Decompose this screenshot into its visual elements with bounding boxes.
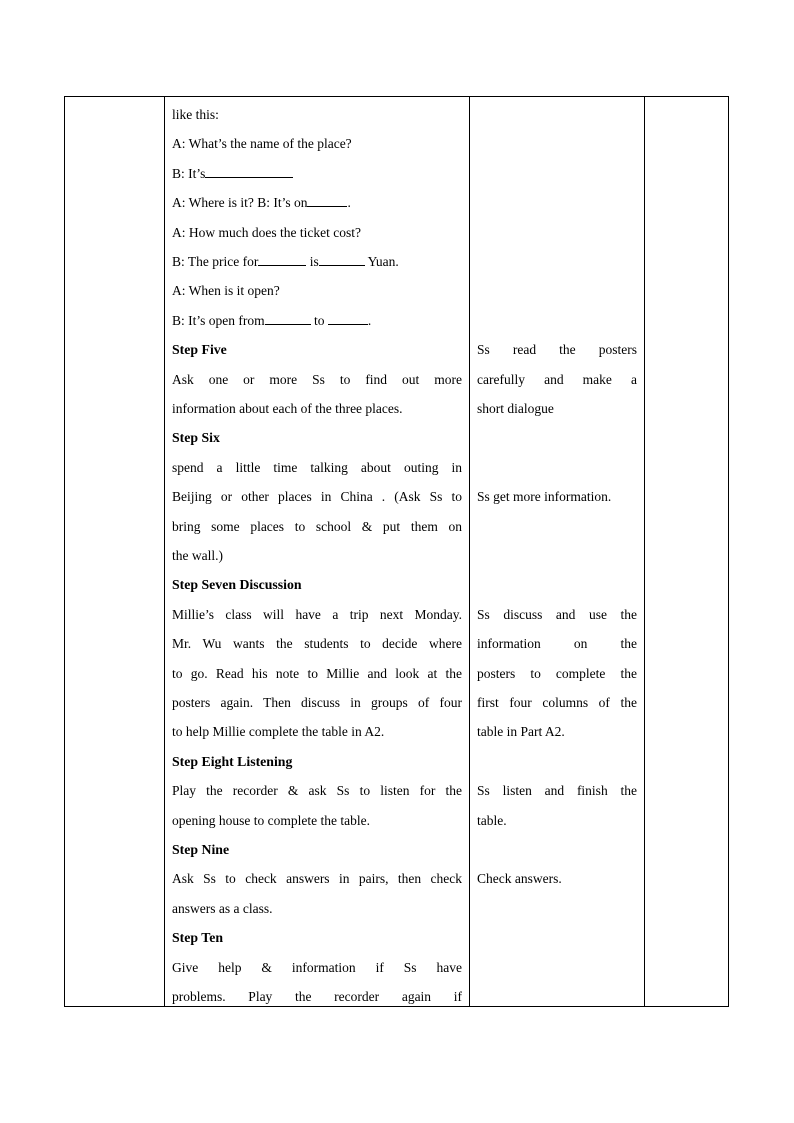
- step-heading: Step Eight Listening: [172, 753, 293, 769]
- prompt-text: .: [367, 312, 372, 328]
- notes-cell: [645, 97, 729, 1006]
- step-heading: Step Five: [172, 342, 227, 358]
- fill-in-blank: [307, 195, 347, 207]
- student-activity-line: Ss discuss and use the: [477, 606, 637, 622]
- student-activity-line: table in Part A2.: [477, 724, 565, 740]
- student-activity-line: carefully and make a: [477, 371, 637, 387]
- step-heading: Step Nine: [172, 842, 230, 857]
- procedure-line: Beijing or other places in China . (Ask Ss to: [172, 489, 462, 505]
- fill-in-blank: [258, 254, 306, 266]
- dialogue-prompt-line: [172, 247, 462, 276]
- student-activity-line: posters to complete the: [477, 665, 637, 681]
- prompt-text: .: [347, 195, 351, 211]
- procedure-line: bring some places to school & put them on: [172, 518, 462, 534]
- student-activity-line: table.: [477, 812, 507, 828]
- student-activity-line: short dialogue: [477, 401, 554, 416]
- student-activity-line: information on the: [477, 636, 637, 652]
- step-heading: Step Six: [172, 430, 220, 446]
- procedure-line: Mr. Wu wants the students to decide where: [172, 636, 462, 652]
- procedure-line: posters again. Then discuss in groups of four: [172, 695, 462, 710]
- prompt-text: A: Where is it? B: It’s on: [172, 195, 308, 211]
- fill-in-blank: [319, 254, 365, 266]
- student-activity-line: first four columns of the: [477, 695, 637, 710]
- student-activity-line: Ss listen and finish the: [477, 783, 637, 799]
- procedure-line: the wall.): [172, 548, 223, 563]
- fill-in-blank: [265, 313, 311, 325]
- dialogue-prompt-line: [172, 159, 462, 188]
- dialogue-prompt-line: [172, 306, 462, 335]
- prompt-text: B: The price for: [172, 254, 259, 269]
- fill-in-blank: [328, 313, 368, 325]
- procedure-line: A: When is it open?: [172, 283, 280, 299]
- procedure-line: Millie’s class will have a trip next Monday.: [172, 606, 462, 622]
- procedure-line: to help Millie complete the table in A2.: [172, 724, 385, 740]
- prompt-text: B: It’s open from: [172, 312, 265, 328]
- procedure-line: Play the recorder & ask Ss to listen for the: [172, 783, 462, 799]
- procedure-line: opening house to complete the table.: [172, 812, 370, 828]
- step-heading: Step Ten: [172, 930, 223, 946]
- dialogue-prompt-line: [172, 188, 462, 217]
- procedure-line: problems. Play the recorder again if: [172, 989, 462, 1004]
- student-activity-cell: [470, 97, 644, 1006]
- procedure-line: A: How much does the ticket cost?: [172, 224, 361, 240]
- student-activity-line: Check answers.: [477, 871, 562, 887]
- procedure-line: spend a little time talking about outing in: [172, 459, 462, 475]
- procedure-line: A: What’s the name of the place?: [172, 136, 352, 152]
- procedure-line: answers as a class.: [172, 900, 273, 916]
- procedure-line: Give help & information if Ss have: [172, 959, 462, 975]
- procedure-line: like this:: [172, 107, 219, 122]
- procedure-line: to go. Read his note to Millie and look at the: [172, 665, 462, 681]
- teaching-procedure-cell: [165, 97, 469, 1006]
- prompt-text: to: [310, 312, 328, 328]
- section-label-cell: [65, 97, 164, 1006]
- prompt-text: Yuan.: [364, 254, 399, 269]
- student-activity-line: Ss get more information.: [477, 489, 612, 505]
- prompt-text: B: It’s: [172, 165, 206, 181]
- prompt-text: is: [306, 254, 319, 269]
- procedure-line: Ask Ss to check answers in pairs, then check: [172, 871, 462, 887]
- lesson-plan-table: [64, 96, 729, 1007]
- step-heading: Step Seven Discussion: [172, 577, 302, 593]
- procedure-line: Ask one or more Ss to find out more: [172, 371, 462, 387]
- student-activity-line: Ss read the posters: [477, 342, 637, 358]
- procedure-line: information about each of the three places.: [172, 401, 403, 416]
- fill-in-blank: [205, 166, 293, 178]
